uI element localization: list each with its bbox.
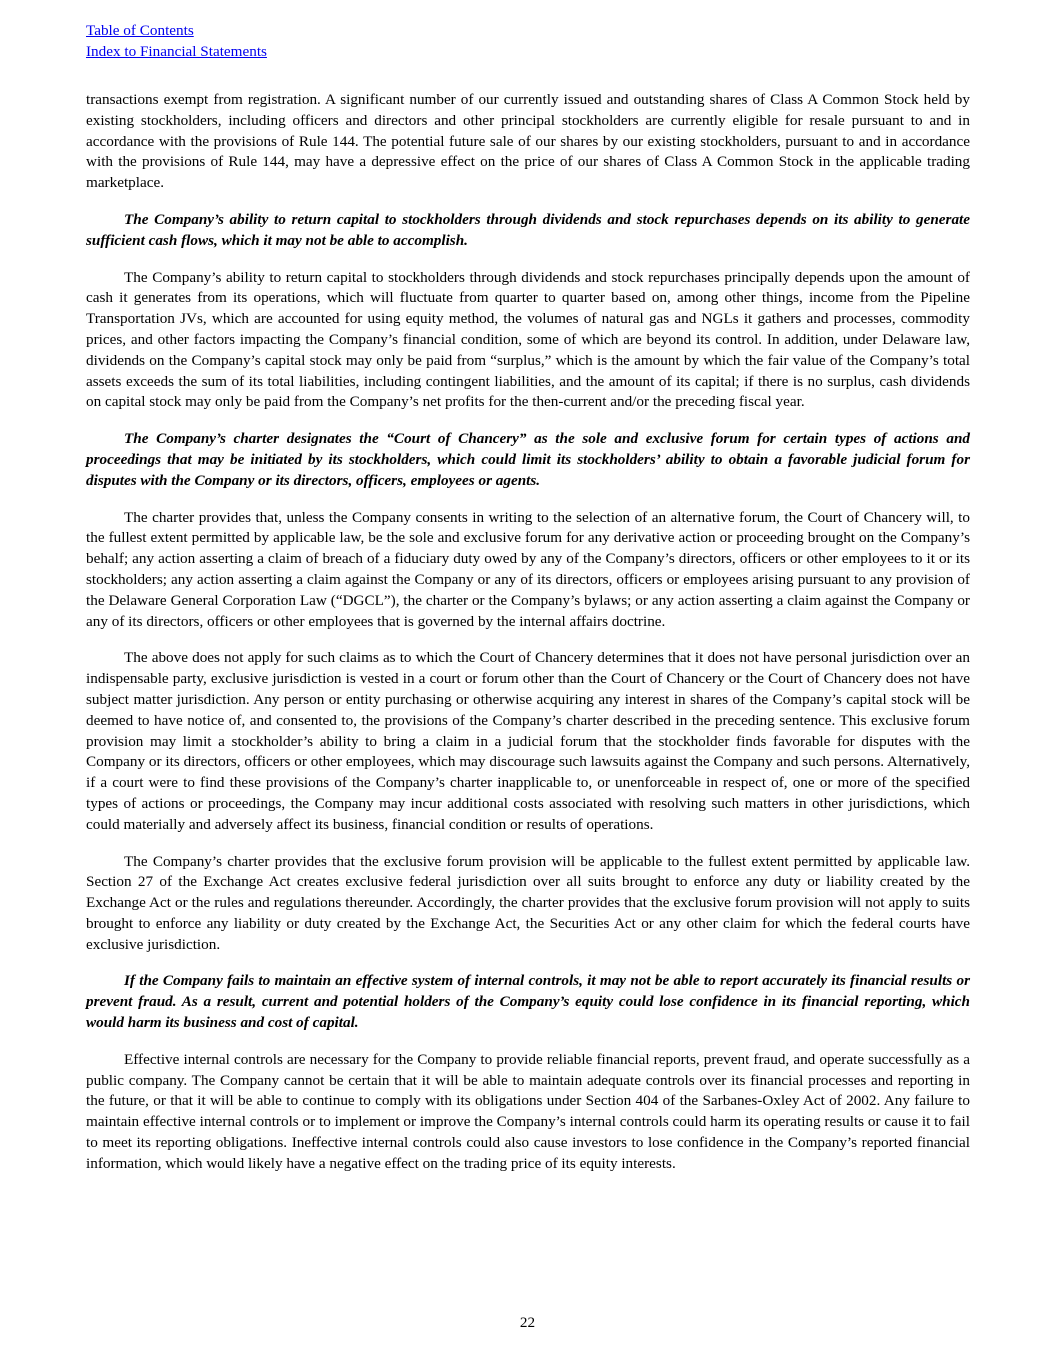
paragraph-registration-continued: transactions exempt from registration. A significant number of our currently issued and outstanding shares of Class A Common Stock held by existing stockholders, including officers and directors and other principal stockholders are currently eligible for resale pursuant to and in accordance with the provisions of Rule 144. The potential future sale of our shares by our existing stockholders, pursuant to and in accordance with the provisions of Rule 144, may have a depressive effect on the price of our shares of Class A Common Stock in the applicable trading marketplace. bbox=[86, 91, 970, 192]
paragraph-exchange-act: The Company’s charter provides that the exclusive forum provision will be applicable to the fullest extent permitted by applicable law. Section 27 of the Exchange Act creates exclusive federal jurisdiction over all suits brought to enforce any duty or liability created by the Exchange Act or the rules and regulations thereunder. Accordingly, the charter provides that the exclusive forum provision will not apply to suits brought to enforce any liability or duty created by the Exchange Act, the Securities Act or any other claim for which the federal courts have exclusive jurisdiction. bbox=[86, 852, 970, 953]
page-number: 22 bbox=[519, 1314, 536, 1331]
table-of-contents-link[interactable]: Table of Contents bbox=[86, 22, 194, 39]
paragraph-charter-forum: The charter provides that, unless the Company consents in writing to the selection of an alternative forum, the Court of Chancery will, to the fullest extent permitted by applicable law, be the sole and exclusive forum for any derivative action or proceeding brought on the Company’s behalf; any action asserting a claim of breach of a fiduciary duty owed by any of the Company’s directors, officers or other employees to it or its stockholders; any action asserting a claim against the Company or any of its directors, officers or employees arising pursuant to any provision of the Delaware General Corporation Law (“DGCL”), the charter or the Company’s bylaws; or any action asserting a claim against the Company or any of its directors, officers or other employees that is governed by the internal affairs doctrine. bbox=[86, 508, 970, 630]
heading-internal-controls: If the Company fails to maintain an effective system of internal controls, it may not be able to report accurately its financial results or prevent fraud. As a result, current and potential holders of the Company’s equity could lose confidence in its financial reporting, which would harm its business and cost of capital. bbox=[86, 972, 970, 1032]
heading-court-of-chancery: The Company’s charter designates the “Court of Chancery” as the sole and exclusive forum for certain types of actions and proceedings that may be initiated by its stockholders, which could limit its stockholders’ ability to obtain a favorable judicial forum for disputes with the Company or its directors, officers, employees or agents. bbox=[86, 430, 970, 489]
paragraph-return-capital: The Company’s ability to return capital to stockholders through dividends and stock repurchases principally depends upon the amount of cash it generates from its operations, which will fluctuate from quarter to quarter based on, among other things, income from the Pipeline Transportation JVs, which are accounted for using equity method, the volumes of natural gas and NGLs it gathers and processes, commodity prices, and other factors impacting the Company’s financial condition, some of which are beyond its control. In addition, under Delaware law, dividends on the Company’s capital stock may only be paid from “surplus,” which is the amount by which the fair value of the Company’s total assets exceeds the sum of its total liabilities, including contingent liabilities, and the amount of its capital; if there is no surplus, cash dividends on capital stock may only be paid from the Company’s net profits for the then-current and/or the preceding fiscal year. bbox=[86, 268, 970, 411]
heading-return-capital: The Company’s ability to return capital to stockholders through dividends and stock repurchases depends on its ability to generate sufficient cash flows, which it may not be able to accomplish. bbox=[86, 210, 970, 249]
index-to-financial-statements-link[interactable]: Index to Financial Statements bbox=[86, 43, 267, 60]
paragraph-internal-controls: Effective internal controls are necessary for the Company to provide reliable financial reports, prevent fraud, and operate successfully as a public company. The Company cannot be certain that it will be able to maintain adequate controls over its financial processes and reporting in the future, or that it will be able to continue to comply with its obligations under Section 404 of the Sarbanes-Oxley Act of 2002. Any failure to maintain effective internal controls or to implement or improve the Company’s internal controls could harm its operating results or cause it to fail to meet its reporting obligations. Ineffective internal controls could also cause investors to lose confidence in the Company’s reported financial information, which would likely have a negative effect on the trading price of its equity interests. bbox=[86, 1050, 970, 1172]
top-navigation bbox=[86, 20, 970, 62]
document-page bbox=[86, 20, 970, 1191]
paragraph-forum-exceptions: The above does not apply for such claims as to which the Court of Chancery determines that it does not have personal jurisdiction over an indispensable party, exclusive jurisdiction is vested in a court or forum other than the Court of Chancery or the Court of Chancery does not have subject matter jurisdiction. Any person or entity purchasing or otherwise acquiring any interest in shares of the Company’s capital stock will be deemed to have notice of, and consented to, the provisions of the Company’s charter described in the preceding sentence. This exclusive forum provision may limit a stockholder’s ability to bring a claim in a judicial forum that the stockholder finds favorable for disputes with the Company or its directors, officers or other employees, which may discourage such lawsuits against the Company and such persons. Alternatively, if a court were to find these provisions of the Company’s charter inapplicable to, or unenforceable in respect of, one or more of the specified types of actions or proceedings, the Company may incur additional costs associated with resolving such matters in other jurisdictions, which could materially and adversely affect its business, financial condition or results of operations. bbox=[86, 649, 970, 833]
